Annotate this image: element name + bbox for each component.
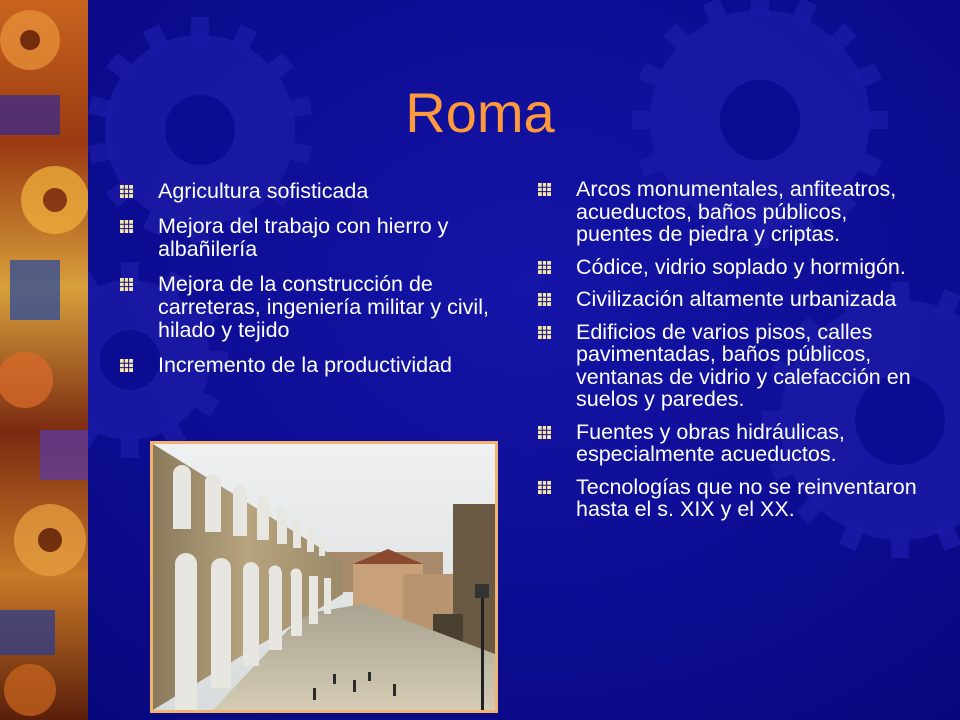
gear-icon [4, 664, 56, 716]
bullet-text: Incremento de la productividad [158, 353, 453, 377]
list-item [538, 288, 918, 311]
list-item [120, 180, 510, 203]
square-bullet-icon [120, 185, 133, 198]
square-bullet-icon [538, 426, 551, 439]
bullet-text: Arcos monumentales, anfiteatros, acueductos, baños públicos, puentes de piedra y criptas. [576, 177, 897, 246]
gear-tooth [121, 434, 139, 458]
list-item [538, 476, 918, 521]
slide-title: Roma [405, 81, 555, 144]
bullet-text: Fuentes y obras hidráulicas, especialmente acueductos. [576, 419, 845, 466]
square-bullet-icon [538, 326, 551, 339]
square-bullet-icon [538, 481, 551, 494]
list-item [538, 256, 918, 279]
bullet-text: Tecnologías que no se reinventaron hasta el s. XIX y el XX. [576, 474, 917, 521]
aqueduct-photo [150, 441, 498, 713]
list-item [538, 321, 918, 411]
bullet-text: Mejora del trabajo con hierro y albañilería [158, 214, 449, 261]
bullet-text: Agricultura sofisticada [158, 179, 369, 203]
gear-tooth [751, 0, 769, 16]
list-item [538, 178, 918, 246]
bullet-text: Mejora de la construcción de carreteras, ingeniería militar y civil, hilado y tejido [158, 272, 489, 342]
left-bullet-list [120, 180, 510, 389]
square-bullet-icon [120, 220, 133, 233]
bullet-text: Códice, vidrio soplado y hormigón. [576, 254, 906, 279]
gear-tooth [891, 534, 909, 558]
square-bullet-icon [538, 261, 551, 274]
list-item [120, 215, 510, 261]
list-item [120, 273, 510, 342]
gear-tooth [191, 17, 209, 41]
square-bullet-icon [538, 293, 551, 306]
bullet-text: Edificios de varios pisos, calles pavimentadas, baños públicos, ventanas de vidrio y calefacción en suelos y paredes. [576, 319, 911, 411]
square-bullet-icon [120, 359, 133, 372]
list-item [538, 421, 918, 466]
list-item [120, 354, 510, 377]
right-bullet-list [538, 178, 918, 531]
bullet-text: Civilización altamente urbanizada [576, 287, 897, 311]
square-bullet-icon [538, 183, 551, 196]
square-bullet-icon [120, 278, 133, 291]
